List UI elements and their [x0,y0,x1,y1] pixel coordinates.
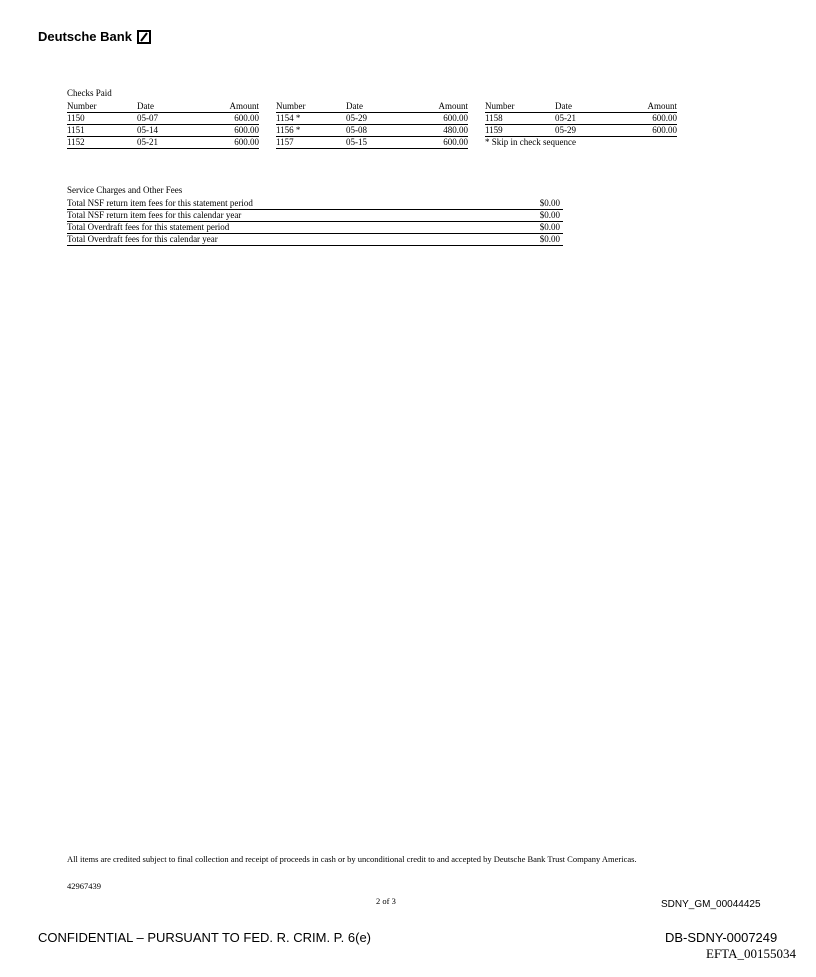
table-row [276,137,468,149]
col-header-amount: Amount [615,101,677,113]
efta-number: EFTA_00155034 [706,946,796,961]
table-row [67,113,259,125]
col-header-number: Number [485,101,555,113]
check-amount: 600.00 [615,125,677,137]
check-date: 05-14 [137,125,197,137]
confidential-notice: CONFIDENTIAL – PURSUANT TO FED. R. CRIM. P. 6(e) [38,930,372,945]
page-number: 2 of 3 [376,896,396,906]
col-header-date: Date [137,101,197,113]
check-date: 05-21 [555,113,615,125]
table-row [67,198,563,210]
fee-amount: $0.00 [487,198,563,210]
col-header-number: Number [67,101,137,113]
fee-amount: $0.00 [487,210,563,222]
check-date: 05-21 [137,137,197,149]
check-amount: 600.00 [406,137,468,149]
check-amount: 600.00 [406,113,468,125]
check-number: 1154 * [276,113,346,125]
fees-table [67,198,563,246]
fee-label: Total NSF return item fees for this statement period [67,198,487,210]
bates-db: DB-SDNY-0007249 [665,930,778,945]
check-date: 05-29 [555,125,615,137]
check-date: 05-07 [137,113,197,125]
col-header-date: Date [555,101,615,113]
check-amount: 600.00 [197,113,259,125]
fee-label: Total NSF return item fees for this calendar year [67,210,487,222]
check-date: 05-08 [346,125,406,137]
credit-disclaimer: All items are credited subject to final collection and receipt of proceeds in cash or by unconditional credit to and accepted by Deutsche Bank Trust Company Americas. [67,854,637,864]
brand-name: Deutsche Bank [38,29,132,44]
checks-table-2 [276,101,468,149]
account-reference: 42967439 [67,881,101,891]
check-date: 05-15 [346,137,406,149]
col-header-amount: Amount [197,101,259,113]
check-number: 1150 [67,113,137,125]
fee-amount: $0.00 [487,222,563,234]
check-number: 1158 [485,113,555,125]
check-number: 1159 [485,125,555,137]
bank-brand [38,29,151,44]
fee-amount: $0.00 [487,234,563,246]
table-row [485,125,677,137]
check-amount: 600.00 [197,125,259,137]
fee-label: Total Overdraft fees for this calendar year [67,234,487,246]
skip-sequence-note: * Skip in check sequence [485,137,576,147]
col-header-date: Date [346,101,406,113]
check-date: 05-29 [346,113,406,125]
table-row [485,113,677,125]
table-row [276,125,468,137]
deutsche-bank-logo-icon [137,30,151,44]
check-number: 1152 [67,137,137,149]
fee-label: Total Overdraft fees for this statement period [67,222,487,234]
table-row [67,210,563,222]
check-amount: 480.00 [406,125,468,137]
table-row [67,137,259,149]
skip-note-row [485,137,677,149]
checks-paid-title: Checks Paid [67,88,112,98]
checks-table-1 [67,101,259,149]
col-header-number: Number [276,101,346,113]
check-amount: 600.00 [197,137,259,149]
table-row [276,113,468,125]
bates-sdny: SDNY_GM_00044425 [661,899,761,910]
table-row [67,234,563,246]
check-amount: 600.00 [615,113,677,125]
checks-table-3 [485,101,677,148]
fees-title: Service Charges and Other Fees [67,185,183,195]
check-number: 1151 [67,125,137,137]
check-number: 1156 * [276,125,346,137]
table-row [67,222,563,234]
col-header-amount: Amount [406,101,468,113]
check-number: 1157 [276,137,346,149]
table-row [67,125,259,137]
